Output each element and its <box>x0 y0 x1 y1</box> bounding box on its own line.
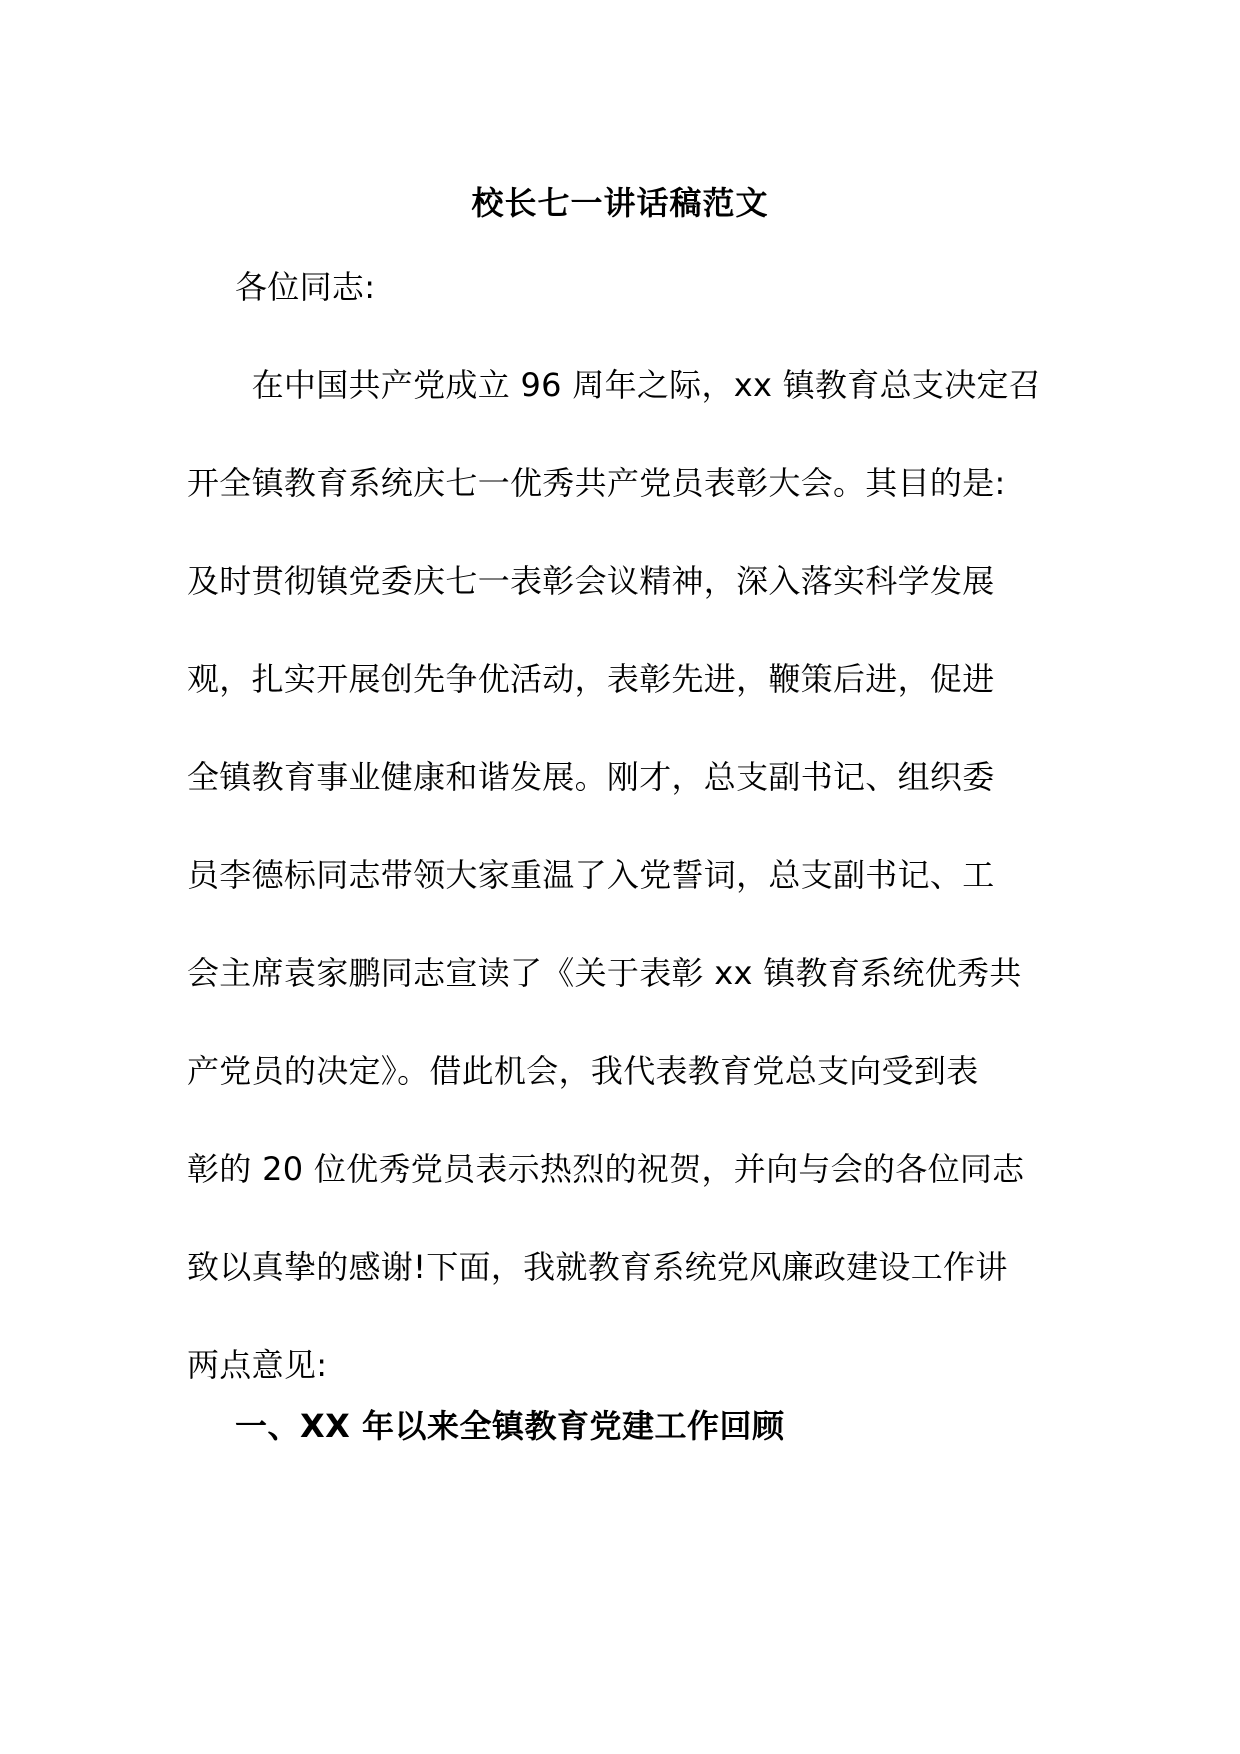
salutation: 各位同志: <box>235 268 376 306</box>
section-heading: 一、XX 年以来全镇教育党建工作回顾 <box>235 1407 785 1445</box>
document-title: 校长七一讲话稿范文 <box>471 184 769 222</box>
body-paragraph: 在中国共产党成立 96 周年之际，xx 镇教育总支决定召 开全镇教育系统庆七一优秀共产党员表彰大会。其目的是: 及时贯彻镇党委庆七一表彰会议精神，深入落实科学发展 观，扎实开展创先争优活动，表彰先进，鞭策后进，促进 全镇教育事业健康和谐发展。刚才，总支副书记、组织委 员李德标同志带领大家重温了入党誓词，总支副书记、工 会主席袁家鹏同志宣读了《关于表彰 xx 镇教育系统优秀共 产党员的决定》。借此机会，我代表教育党总支向受到表 彰的 20 位优秀党员表示热烈的祝贺，并向与会的各位同志 致以真挚的感谢!下面，我就教育系统党风廉政建设工作讲 两点意见: <box>187 366 1042 1384</box>
